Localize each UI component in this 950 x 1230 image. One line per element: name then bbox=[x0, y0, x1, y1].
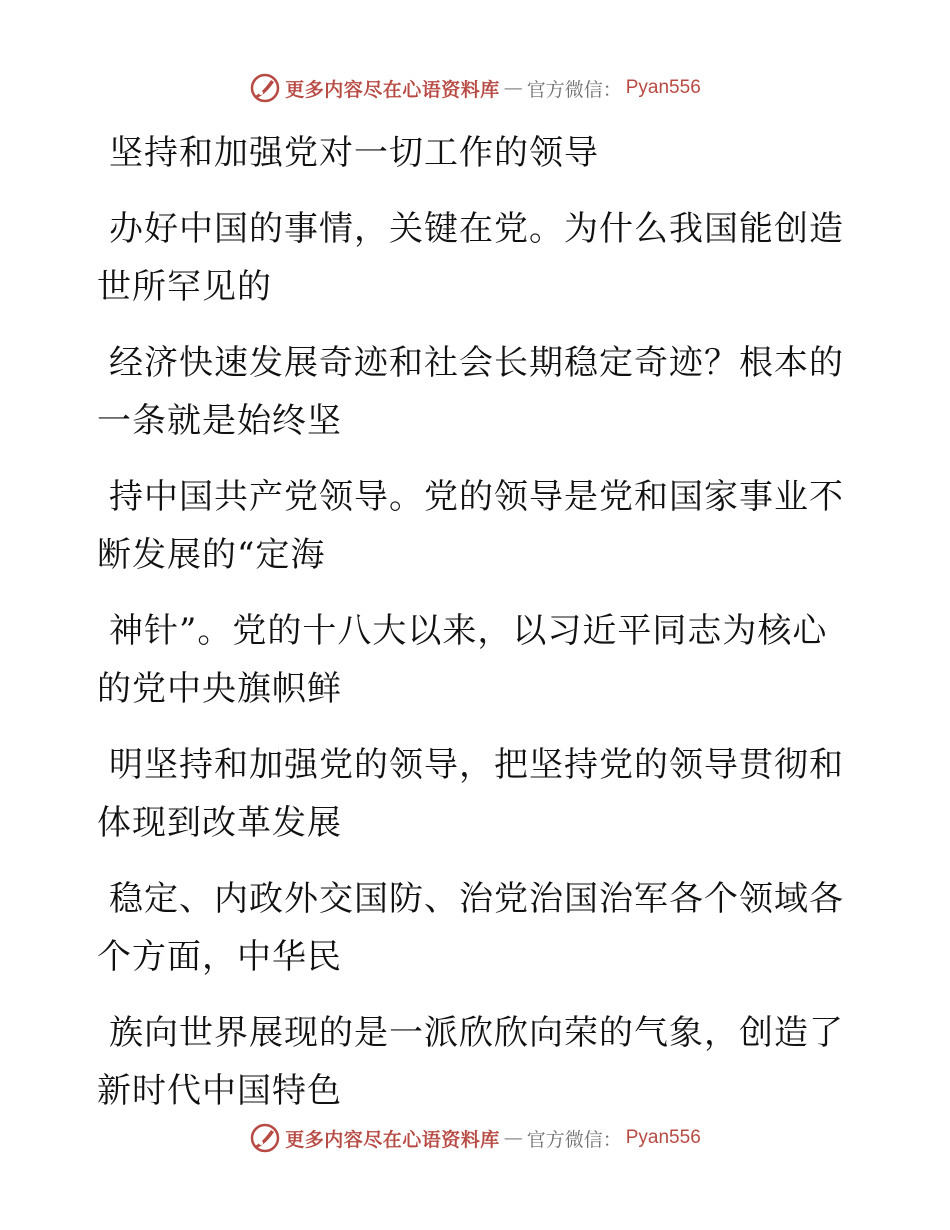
watermark-wechat-id: Pyan556 bbox=[625, 1127, 701, 1148]
watermark-separator: — bbox=[503, 1127, 523, 1149]
paragraph-line: 体现到改革发展 bbox=[97, 803, 342, 843]
paragraph-line: 持中国共产党领导。党的领导是党和国家事业不 bbox=[109, 477, 844, 517]
paragraph-line: 断发展的“定海 bbox=[97, 535, 326, 575]
paragraph-line: 的党中央旗帜鲜 bbox=[97, 669, 342, 709]
paragraph-line: 经济快速发展奇迹和社会长期稳定奇迹？根本的 bbox=[109, 343, 844, 383]
pen-circle-logo-icon bbox=[249, 1122, 281, 1154]
watermark-separator: — bbox=[503, 77, 523, 99]
paragraph-line: 世所罕见的 bbox=[97, 267, 272, 307]
header-watermark bbox=[0, 72, 950, 104]
pen-circle-logo-icon bbox=[249, 72, 281, 104]
paragraph-line: 一条就是始终坚 bbox=[97, 401, 342, 441]
paragraph-5 bbox=[97, 602, 837, 718]
paragraph-7 bbox=[97, 870, 844, 986]
paragraph-8 bbox=[97, 1004, 844, 1120]
paragraph-line: 个方面，中华民 bbox=[97, 937, 342, 977]
paragraph-line: 新时代中国特色 bbox=[97, 1071, 342, 1111]
paragraph-line: 族向世界展现的是一派欣欣向荣的气象，创造了 bbox=[109, 1013, 844, 1053]
paragraph-line: 坚持和加强党对一切工作的领导 bbox=[109, 133, 599, 173]
paragraph-4 bbox=[97, 468, 844, 584]
footer-watermark bbox=[0, 1122, 950, 1154]
paragraph-6 bbox=[97, 736, 844, 852]
document-body bbox=[97, 124, 844, 1120]
paragraph-3 bbox=[97, 334, 844, 450]
paragraph-2 bbox=[97, 200, 844, 316]
paragraph-line: 神针”。党的十八大以来，以习近平同志为核心 bbox=[109, 611, 828, 651]
paragraph-line: 办好中国的事情，关键在党。为什么我国能创造 bbox=[109, 209, 844, 249]
watermark-wechat-label: 官方微信： bbox=[526, 1128, 622, 1151]
watermark-text: 更多内容尽在心语资料库 bbox=[285, 1128, 500, 1151]
watermark-wechat-id: Pyan556 bbox=[625, 77, 701, 98]
paragraph-1 bbox=[97, 124, 837, 182]
paragraph-line: 稳定、内政外交国防、治党治国治军各个领域各 bbox=[109, 879, 844, 919]
paragraph-line: 明坚持和加强党的领导，把坚持党的领导贯彻和 bbox=[109, 745, 844, 785]
watermark-text: 更多内容尽在心语资料库 bbox=[285, 78, 500, 101]
watermark-wechat-label: 官方微信： bbox=[526, 78, 622, 101]
